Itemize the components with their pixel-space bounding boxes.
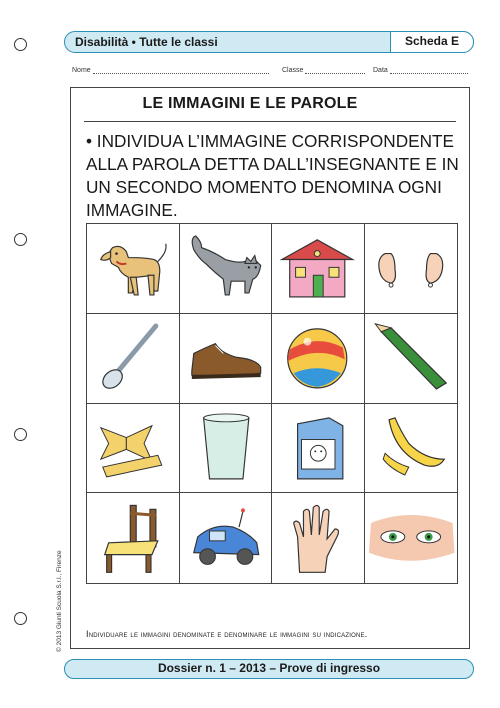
eyes-icon (365, 493, 458, 583)
cat-icon (180, 224, 272, 313)
grid-cell-cat[interactable] (180, 224, 273, 314)
binder-hole (14, 428, 27, 441)
binder-hole (14, 38, 27, 51)
spoon-icon (87, 314, 179, 403)
grid-cell-dog[interactable] (87, 224, 180, 314)
page-title: LE IMMAGINI E LE PAROLE (142, 95, 358, 112)
glass-icon (180, 404, 272, 493)
toy-car-icon (180, 493, 272, 583)
binder-hole (14, 612, 27, 625)
footer-bar: Dossier n. 1 – 2013 – Prove di ingresso (64, 659, 474, 679)
grid-cell-milk-carton[interactable] (272, 404, 365, 494)
grid-cell-eyes[interactable] (365, 493, 458, 583)
header-bar (64, 31, 474, 53)
pencil-icon (365, 314, 458, 403)
footnote: Individuare le immagini denominate e denominare le immagini su indicazione. (86, 629, 368, 639)
instruction-text: • INDIVIDUA L’IMMAGINE CORRISPONDENTE ALLA PAROLA DETTA DALL’INSEGNANTE E IN UN SECONDO MOMENTO DENOMINA OGNI IMMAGINE. (86, 131, 459, 220)
grid-cell-pasta[interactable] (87, 404, 180, 494)
dog-icon (87, 224, 179, 313)
picture-grid (86, 223, 458, 584)
grid-cell-house[interactable] (272, 224, 365, 314)
binder-hole (14, 233, 27, 246)
sheet-label: Scheda E (390, 31, 474, 53)
banana-icon (365, 404, 458, 493)
grid-cell-glass[interactable] (180, 404, 273, 494)
name-label: Nome (72, 67, 91, 74)
ball-icon (272, 314, 364, 403)
title-divider (84, 121, 456, 122)
header-category: Disabilità • Tutte le classi (75, 35, 218, 49)
grid-cell-toy-car[interactable] (180, 493, 273, 583)
house-icon (272, 224, 364, 313)
milk-carton-icon (272, 404, 364, 493)
class-field[interactable] (282, 67, 365, 74)
grid-cell-banana[interactable] (365, 404, 458, 494)
chair-icon (87, 493, 179, 583)
hand-icon (272, 493, 364, 583)
grid-cell-shoe[interactable] (180, 314, 273, 404)
grid-cell-pencil[interactable] (365, 314, 458, 404)
ears-icon (365, 224, 458, 313)
grid-cell-chair[interactable] (87, 493, 180, 583)
date-label: Data (373, 67, 388, 74)
pasta-icon (87, 404, 179, 493)
grid-cell-ears[interactable] (365, 224, 458, 314)
class-label: Classe (282, 67, 304, 74)
grid-cell-ball[interactable] (272, 314, 365, 404)
grid-cell-spoon[interactable] (87, 314, 180, 404)
grid-cell-hand[interactable] (272, 493, 365, 583)
shoe-icon (180, 314, 272, 403)
copyright-text: © 2013 Giunti Scuola S.r.l., Firenze (56, 550, 63, 652)
date-field[interactable] (373, 67, 468, 74)
name-field[interactable] (72, 67, 269, 74)
